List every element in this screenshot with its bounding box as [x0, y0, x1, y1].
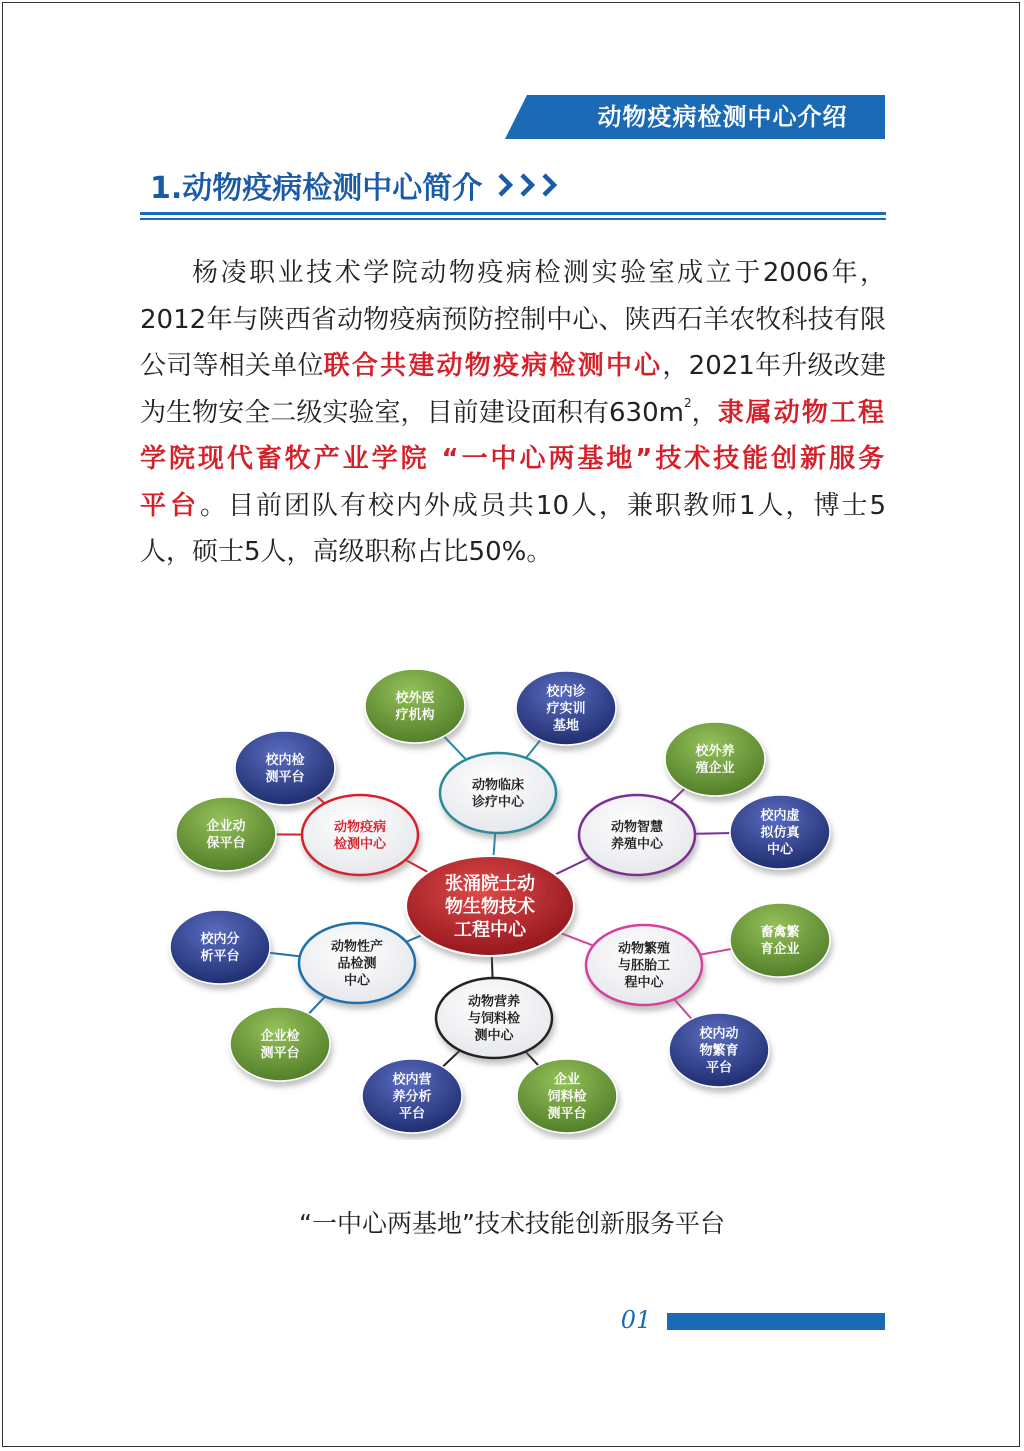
triple-chevron-right-icon [496, 170, 566, 200]
leaf-label: 校内营 [392, 1072, 432, 1088]
leaf-label: 拟仿真 [760, 825, 800, 841]
center-label: 工程中心 [454, 919, 526, 941]
hub-label: 程中心 [624, 975, 664, 991]
hub-label: 动物临床 [471, 778, 525, 794]
hub-label: 动物繁殖 [617, 941, 671, 957]
leaf-node [170, 910, 270, 984]
center-label: 张涌院士动 [445, 873, 535, 895]
leaf-label: 校内虚 [760, 808, 800, 824]
leaf-label: 中心 [766, 842, 794, 858]
hub-label: 动物疫病 [333, 820, 387, 836]
hub-node-product [299, 923, 415, 1003]
leaf-node [730, 795, 830, 869]
hub-label: 养殖中心 [610, 837, 664, 853]
leaf-label: 校内动 [699, 1026, 739, 1042]
leaf-label: 饲料检 [547, 1089, 587, 1105]
hub-label: 动物营养 [467, 994, 521, 1010]
hub-label: 品检测 [337, 956, 377, 972]
leaf-label: 校内诊 [546, 684, 586, 700]
leaf-label: 测平台 [265, 770, 305, 786]
section-title [150, 162, 566, 208]
leaf-label: 疗实训 [546, 701, 586, 717]
leaf-node [362, 1059, 462, 1133]
leaf-label: 校内分 [200, 932, 240, 948]
diagram-caption: “一中心两基地”技术技能创新服务平台 [299, 1209, 725, 1238]
leaf-label: 测平台 [547, 1106, 587, 1122]
center-node [406, 856, 574, 956]
section-title-text: 1.动物疫病检测中心简介 [150, 171, 483, 206]
leaf-node [669, 1013, 769, 1087]
hub-label: 诊疗中心 [471, 795, 525, 811]
hub-label: 动物性产 [330, 939, 384, 955]
leaf-node [730, 903, 830, 977]
leaf-node [665, 722, 765, 796]
platform-diagram [160, 670, 860, 1140]
diagram-nodes [170, 670, 830, 1133]
title-rule-thin [140, 218, 886, 220]
leaf-node [230, 1007, 330, 1081]
leaf-label: 测平台 [260, 1046, 300, 1062]
hub-label: 动物智慧 [610, 820, 664, 836]
hub-label: 测中心 [474, 1028, 514, 1044]
leaf-label: 企业检 [260, 1029, 300, 1045]
intro-text-2: ，2021年升级改建为生物安全二级实验室，目前建设面积有630m [140, 351, 886, 428]
leaf-node [516, 671, 616, 745]
hub-label: 中心 [343, 973, 371, 989]
intro-paragraph [140, 250, 886, 576]
intro-text-4: 。目前团队有校内外成员共10人，兼职教师1人，博士5人，硕士5人，高级职称占比50%。 [140, 490, 886, 567]
hub-label: 与胚胎工 [617, 958, 671, 974]
header-banner [505, 95, 885, 139]
leaf-label: 畜禽繁 [760, 925, 800, 941]
leaf-node [176, 797, 276, 871]
leaf-label: 校内检 [265, 753, 305, 769]
page-number: 01 [620, 1306, 652, 1334]
leaf-node [235, 731, 335, 805]
leaf-node [365, 670, 465, 743]
footer-bar [667, 1313, 885, 1330]
hub-node-nutrition [436, 978, 552, 1058]
leaf-label: 校外医 [395, 691, 435, 707]
leaf-node [517, 1059, 617, 1133]
leaf-label: 基地 [552, 718, 580, 734]
hub-node-clinic [440, 753, 556, 833]
intro-highlight-1: 联合共建动物疫病检测中心 [323, 351, 663, 381]
leaf-label: 疗机构 [395, 708, 435, 724]
intro-text-3: ， [691, 397, 718, 428]
hub-node-disease [302, 795, 418, 875]
hub-label: 检测中心 [333, 837, 387, 853]
center-label: 物生物技术 [445, 896, 535, 918]
hub-node-breeding [586, 925, 702, 1005]
intro-superscript: 2 [683, 395, 692, 410]
leaf-label: 保平台 [206, 836, 246, 852]
leaf-label: 析平台 [200, 949, 240, 965]
leaf-ellipse [365, 670, 465, 743]
leaf-label: 养分析 [392, 1089, 432, 1105]
leaf-label: 平台 [398, 1106, 426, 1122]
leaf-label: 育企业 [760, 942, 800, 958]
intro-highlight-2: 隶属动物工程学院现代畜牧产业学院 “一中心两基地”技术技能创新服务平台 [140, 397, 886, 521]
leaf-label: 平台 [705, 1060, 733, 1076]
intro-text-1: 杨凌职业技术学院动物疫病检测实验室成立于2006年，2012年与陕西省动物疫病预防控制中心、陕西石羊农牧科技有限公司等相关单位 [140, 258, 886, 381]
leaf-label: 企业 [553, 1072, 581, 1088]
leaf-label: 企业动 [206, 819, 246, 835]
header-title: 动物疫病检测中心介绍 [597, 103, 848, 131]
title-rule-thick [140, 212, 886, 215]
leaf-label: 校外养 [695, 744, 735, 760]
hub-node-smart [579, 795, 695, 875]
leaf-label: 殖企业 [695, 761, 735, 777]
hub-label: 与饲料检 [467, 1011, 521, 1027]
leaf-label: 物繁育 [699, 1043, 739, 1059]
